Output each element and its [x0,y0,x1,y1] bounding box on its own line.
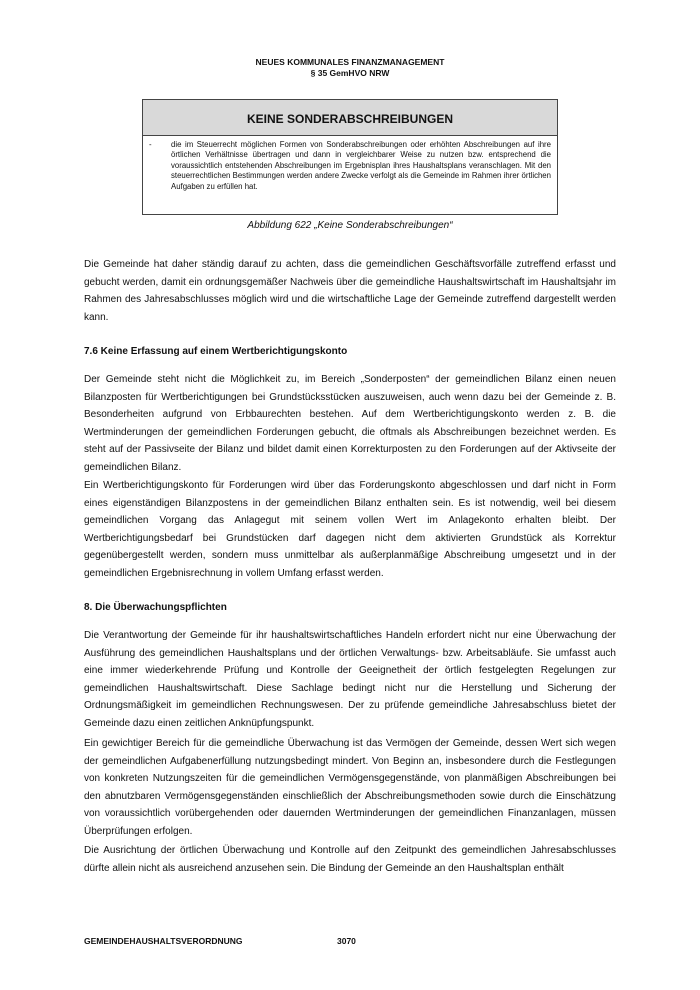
paragraph: Der Gemeinde steht nicht die Möglichkeit zu, im Bereich „Sonderposten“ der gemeindlichen Bilanz einen neuen Bilanzposten für Wertberichtigungen bei Grundstücksstücken auszuweisen, auch wenn dazu bei der Gemeinde z. B. Besonderheiten aufgrund von Erbbaurechten bestehen. Auf dem Wertberichtigungskonto werden z. B. die Wertminderungen der gemeindlichen Forderungen gebucht, die oftmals als Abschreibungen bezeichnet werden. Es steht auf der Passivseite der Bilanz und bildet damit einen Korrekturposten zu den Forderungen auf der Aktivseite der gemeindlichen Bilanz. [84,374,616,473]
page-number: 3070 [337,936,356,946]
figure-caption: Abbildung 622 „Keine Sonderabschreibungen“ [247,220,453,231]
paragraph: Ein Wertberichtigungskonto für Forderungen wird über das Forderungskonto abgeschlossen und darf nicht in Form eines eigenständigen Bilanzpostens in der gemeindlichen Bilanz enthalten sein. Es ist notwendig, weil bei diesem gemeindlichen Vorgang das Anlagegut mit seinem vollen Wert im Anlagekonto erhalten bleibt. Der Wertberichtigungsbedarf bei Grundstücken darf dagegen nicht dem aktivierten Grundstück als Korrektur gegenübergestellt werden, sondern muss unmittelbar als außerplanmäßige Abschreibung umgesetzt und in der gemeindlichen Ergebnisrechnung in vollem Umfang erfasst werden. [84,480,616,579]
header-title: NEUES KOMMUNALES FINANZMANAGEMENT [255,57,445,67]
paragraph: Die Gemeinde hat daher ständig darauf zu achten, dass die gemeindlichen Geschäftsvorfälle zutreffend erfasst und gebucht werden, damit ein ordnungsgemäßer Nachweis über die gemeindliche Haushaltswirtschaft im Haushaltsjahr im Rahmen des Jahresabschlusses möglich wird und die wirtschaftliche Lage der Gemeinde zutreffend dargestellt werden kann. [84,259,616,323]
footer-title: GEMEINDEHAUSHALTSVERORDNUNG [84,936,243,946]
paragraph: Ein gewichtiger Bereich für die gemeindliche Überwachung ist das Vermögen der Gemeinde, dessen Wert sich wegen der gemeindlichen Aufgabenerfüllung nutzungsbedingt mindert. Von Beginn an, insbesondere durch die Festlegungen von konkreten Nutzungszeiten für die gemeindlichen Vermögensgegenstände, von planmäßigen Abschreibungen bei den abnutzbaren Vermögensgegenständen einschließlich der Abschreibungsmethoden sowie durch die Einschätzung von voraussichtlich vorübergehenden oder dauernden Wertminderungen der gemeindlichen Finanzanlagen, müssen Überprüfungen erfolgen. [84,738,616,837]
figure-text: die im Steuerrecht möglichen Formen von Sonderabschreibungen oder erhöhten Abschreibungen auf ihre örtlichen Verhältnisse übertragen und dann in vergleichbarer Weise zu nutzen bzw. entsprechend die voraussichtlich entstehenden Abschreibungen im Ergebnisplan ihres Haushaltsplans veranschlagen. Mit den steuerrechtlichen Bestimmungen werden andere Zwecke verfolgt als die Gemeinde im Rahmen ihrer örtlichen Aufgaben zu erfüllen hat. [171,140,551,191]
section-heading-7-6: 7.6 Keine Erfassung auf einem Wertberichtigungskonto [84,346,348,357]
bullet-dash: - [149,140,152,149]
header-subtitle: § 35 GemHVO NRW [310,68,390,78]
paragraph: Die Ausrichtung der örtlichen Überwachung und Kontrolle auf den Zeitpunkt des gemeindlichen Jahresabschlusses dürfte allein nicht als ausreichend anzusehen sein. Die Bindung der Gemeinde an den Haushaltsplan enthält [84,845,616,874]
figure-box [142,99,558,215]
figure-title: KEINE SONDERABSCHREIBUNGEN [143,100,557,136]
section-heading-8: 8. Die Überwachungspflichten [84,602,227,613]
figure-list-item [143,136,557,192]
page-header [0,57,700,79]
paragraph: Die Verantwortung der Gemeinde für ihr haushaltswirtschaftliches Handeln erfordert nicht nur eine Überwachung der Ausführung des gemeindlichen Haushaltsplans und der örtlichen Verwaltungs- bzw. Arbeitsabläufe. Sie umfasst auch eine immer wiederkehrende Prüfung und Kontrolle der Geeignetheit der örtlich festgelegten Regelungen zur gemeindlichen Haushaltswirtschaft. Diese Sachlage bedingt nicht nur die Herstellung und Sicherung der Ordnungsmäßigkeit im gemeindlichen Rechnungswesen. Der zu prüfende gemeindliche Jahresabschluss bietet der Gemeinde dazu einen zeitlichen Anknüpfungspunkt. [84,630,616,729]
